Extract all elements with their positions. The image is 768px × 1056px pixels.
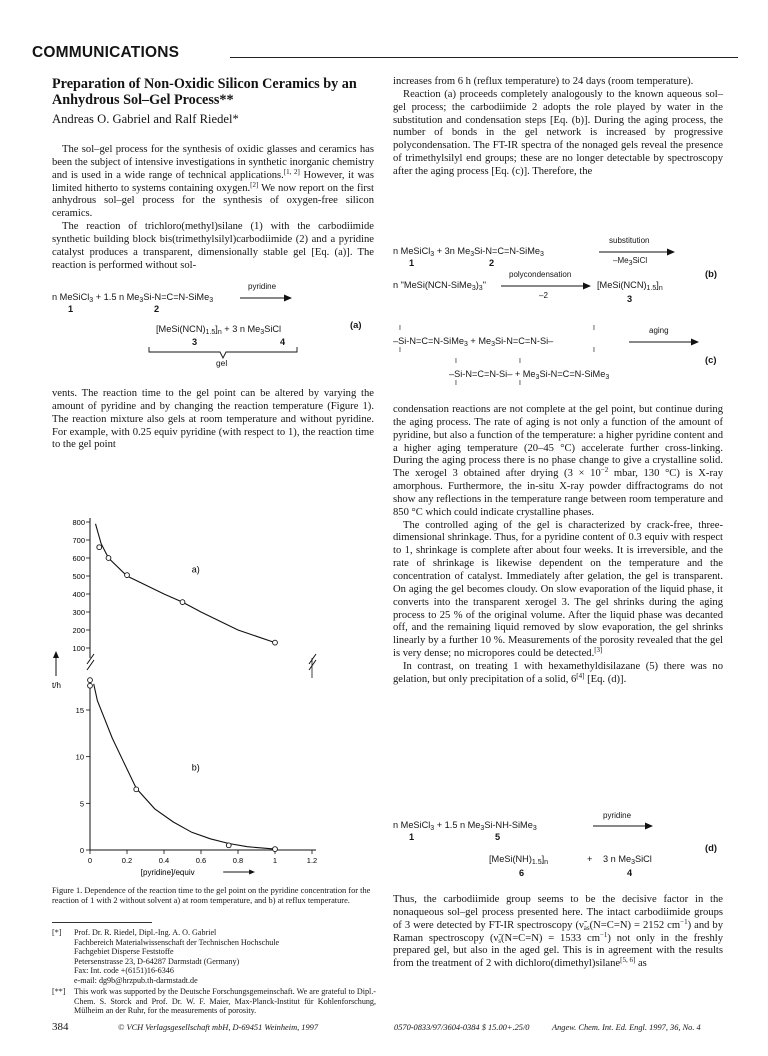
footnote-mark: [*]: [52, 928, 62, 937]
paragraph: The sol–gel process for the synthesis of oxidic glasses and ceramics has been the subject of intensive investigations in synthetic inorganic chemistry and is used in a wide range of technical applications.[1, 2] However, it was limited hitherto to systems containing oxygen.[2] We now report on the first anhydrous sol–gel process for the synthesis of oxygen-free silicon ceramics.: [52, 144, 374, 220]
article-authors: Andreas O. Gabriel and Ralf Riedel*: [52, 112, 239, 126]
paragraph: Thus, the carbodiimide group seems to be the decisive factor in the nonaqueous sol–gel process presented here. The intact carbodiimide groups of 3 were detected by FT-IR spectroscopy ($\nũ_{as}(N=C=N) = 2152$ $cm^{-1}$) and by Raman spectroscopy ($\nũ_s(N=C=N) = 1533$ $cm^{-1}$) not only in the freshly prepared gel, but also in the aged gel. This is in agreement with the results from the treatment of 2 with dichloro(dimethyl)silane[5, 6] as: [393, 894, 724, 970]
bond-mark: I: [519, 358, 521, 365]
footnote-rule: [52, 922, 152, 923]
gel-label: gel: [216, 358, 228, 368]
panel-label: a): [191, 564, 200, 575]
equation-d: [393, 811, 725, 880]
reaction-arrow: [240, 293, 292, 303]
footnote-funding: [52, 987, 376, 1016]
eq-c-line2: $-Si-N=C=N-Si- + Me_3Si-N=C=N-SiMe_3$: [449, 369, 610, 381]
x-axis-label: [pyridine]/equiv: [140, 868, 195, 877]
data-point: [273, 847, 278, 852]
y-tick-label: 700: [72, 536, 85, 545]
axis-break-mark: [309, 654, 316, 664]
x-label-arrowhead: [249, 870, 255, 875]
section-title: COMMUNICATIONS: [32, 44, 180, 61]
series-curve-b: [94, 684, 275, 849]
compound-number: 2: [154, 304, 160, 314]
paragraph: In contrast, on treating 1 with hexamethyldisilazane (5) there was no gelation, but only precipitation of a solid, 6[4] [Eq. (d)].: [393, 660, 723, 685]
data-point: [88, 683, 93, 688]
data-point: [273, 640, 278, 645]
compound-number: 6: [519, 868, 525, 878]
eq-d-plus: +: [587, 854, 593, 864]
x-tick-label: 0.2: [121, 856, 133, 865]
right-col-block-2: [393, 404, 723, 687]
y-tick-label: 800: [72, 518, 85, 527]
eq-c-arrow-label: aging: [649, 326, 669, 335]
compound-number: 4: [627, 868, 633, 878]
footnote-line: Fax: Int. code +(6151)16-6346: [74, 966, 174, 976]
y-tick-label: 5: [79, 799, 84, 809]
eq-b-line1: n MeSiCl$_3$ + 3n $Me_3Si-N=C=N-SiMe_3$: [393, 246, 544, 258]
paragraph: increases from 6 h (reflux temperature) to 24 days (room temperature).: [393, 76, 694, 87]
axis-break-mark: [87, 660, 94, 670]
eq-b-label2-top: polycondensation: [509, 270, 572, 279]
equation-tag: (d): [705, 842, 717, 853]
paragraph: Reaction (a) proceeds completely analogously to the known aqueous sol–gel process; the carbodiimide 2 adopts the role played by water in the substitution and condensation steps [Eq. (b)]. During the aging process, the number of bonds in the gel network is increased by progressive polycondensation. The FT-IR spectra of the nonaged gels reveal the presence of trimethylsilyl end groups; these are no longer detectable by spectroscopy after the aging process [Eq. (c)]. Therefore, the: [393, 88, 723, 177]
compound-number: 3: [192, 337, 198, 347]
left-col-block-1: [52, 144, 374, 272]
bond-mark: I: [399, 325, 401, 332]
equation-b: [393, 236, 725, 316]
reaction-arrow: [593, 821, 653, 831]
equation-c: [393, 325, 725, 390]
x-tick-label: 0.8: [232, 856, 244, 865]
eq-d-left: n MeSiCl$_3$ + 1.5 n $Me_3Si-NH-SiMe_3$: [393, 820, 537, 832]
x-tick-label: 0.6: [195, 856, 207, 865]
data-point: [226, 843, 231, 848]
axis-break-mark: [309, 660, 316, 670]
y-tick-label: 600: [72, 554, 85, 563]
section-header: [32, 44, 738, 62]
series-curve-a: [96, 524, 276, 643]
left-col-block-2: [52, 388, 374, 452]
y-tick-label: 0: [79, 846, 84, 855]
figure-caption: Figure 1. Dependence of the reaction time to the gel point on the pyridine concentration for the reaction of 1 with 2 without solvent a) at room temperature, and b) at reflux temperature.: [52, 886, 371, 905]
eq-d-product1: $[MeSi(NH)_{1.5}]_n$: [489, 854, 549, 866]
y-tick-label: 100: [72, 644, 85, 653]
footnote-line: Fachgebiet Disperse Feststoffe: [74, 947, 174, 957]
footnote-mark: [**]: [52, 987, 66, 996]
footer-copyright: © VCH Verlagsgesellschaft mbH, D-69451 Weinheim, 1997: [118, 1023, 319, 1032]
equation-tag: (c): [705, 354, 717, 365]
data-point: [88, 678, 93, 683]
compound-number: 1: [409, 832, 415, 842]
eq-b-label-top: substitution: [609, 236, 650, 245]
bond-mark: I: [593, 347, 595, 354]
eq-a-arrow-label: pyridine: [248, 282, 277, 291]
footnote-line: Petersenstrasse 23, D-64287 Darmstadt (Germany): [74, 956, 240, 966]
data-point: [134, 787, 139, 792]
eq-b-label2-bottom: –2: [539, 291, 548, 300]
panel-label: b): [191, 762, 200, 773]
x-tick-label: 1: [272, 856, 278, 865]
eq-b-line2-left: n "$MeSi(NCN-SiMe_3)_3$": [393, 280, 486, 292]
footnote-line: Prof. Dr. R. Riedel, Dipl.-Ing. A. O. Gabriel: [74, 928, 217, 937]
y-tick-label: 500: [72, 572, 85, 581]
reaction-arrow: [501, 281, 591, 291]
equation-a: [52, 282, 374, 370]
eq-d-arrow-label: pyridine: [603, 811, 632, 820]
bond-mark: I: [455, 380, 457, 387]
compound-number: 4: [280, 337, 286, 347]
compound-number: 1: [68, 304, 74, 314]
equation-tag: (b): [705, 268, 717, 279]
data-point: [106, 556, 111, 561]
eq-c-line1: –Si-N=C=N-SiMe$_3$ + $Me_3Si-N=C=N-Si-$: [393, 336, 554, 348]
compound-number: 3: [627, 294, 633, 304]
bond-mark: I: [399, 347, 401, 354]
data-point: [97, 545, 102, 550]
y-axis-label: t/h: [52, 681, 61, 690]
reaction-arrow: [629, 337, 699, 347]
compound-number: 1: [409, 258, 415, 268]
bond-mark: I: [593, 325, 595, 332]
x-tick-label: 1.2: [306, 856, 318, 865]
eq-b-line2-right: $[MeSi(NCN)_{1.5}]_n$: [597, 280, 663, 292]
eq-a-left: n MeSiCl$_3$ + 1.5 n $Me_3Si-N=C=N-SiMe_3$: [52, 292, 214, 304]
eq-d-product2: 3 n $Me_3SiCl$: [603, 854, 652, 866]
y-tick-label: 200: [72, 626, 85, 635]
paragraph: condensation reactions are not complete at the gel point, but continue during the aging process. The rate of aging is not only a function of the amount of pyridine, but also a function of the temperature: a higher pyridine content and a higher aging temperature (20–45 °C) accelerate further cross-linking. During the aging process there is no phase change to give a crystalline solid. The xerogel 3 obtained after drying ($3 \times 10^{-2}$ mbar, 130 °C) is X-ray amorphous. Furthermore, the in-situ X-ray powder diffractograms do not show any reflections in the temperature range between room temperature and 850 °C which could indicate crystalline phases.: [393, 404, 723, 518]
x-tick-label: 0: [87, 856, 93, 865]
footnote-line: e-mail: dg9b@hrzpub.th-darmstadt.de: [74, 975, 198, 985]
footer-journal: Angew. Chem. Int. Ed. Engl. 1997, 36, No. 4: [552, 1023, 701, 1032]
footnote-text: This work was supported by the Deutsche Forschungsgemeinschaft. We are grateful to Dipl.-Chem. S. Storck and Prof. Dr. W. F. Maier, Max-Planck-Institut für Kohlenforschung, Mülheim an der Ruhr, for the measurements of porosity.: [74, 987, 376, 1016]
compound-number: 5: [495, 832, 501, 842]
bond-mark: I: [519, 380, 521, 387]
paragraph: The controlled aging of the gel is characterized by crack-free, three-dimensional shrinkage. Thus, for a pyridine content of 0.3 equiv with respect to 1, shrinkage is complete after about four weeks. It is irreversible, and the rate of shrinkage is likewise dependent on the temperature and the concentration of catalyst. Immediately after gelation, the gel is transparent. On aging the gel becomes cloudy. On slow evaporation of the liquid phase, it converts into the transparent xerogel 3. The gel shrinks during the aging process to 25 % of the original volume. After the liquid phase was decanted off, and the remaining liquid removed by slow evaporation, the gel shrinks linearly by a further 10 %. Measurements of the porosity revealed that the gel is very dense; no micropores could be detected.[3]: [393, 519, 723, 660]
figure-1-chart: [52, 508, 382, 880]
header-rule: [230, 57, 738, 58]
footnote-line: Fachbereich Materialwissenschaft der Technischen Hochschule: [74, 937, 280, 947]
y-tick-label: 300: [72, 608, 85, 617]
right-col-block-3: [393, 894, 723, 971]
y-tick-label: 10: [75, 752, 84, 762]
eq-a-products: $[MeSi(NCN)_{1.5}]_n + 3$ n $Me_3SiCl$: [156, 324, 282, 336]
article-title: Preparation of Non-Oxidic Silicon Ceramics by an Anhydrous Sol–Gel Process**: [52, 76, 357, 108]
right-col-block-1: [393, 76, 723, 179]
data-point: [180, 600, 185, 605]
equation-tag: (a): [350, 319, 362, 330]
y-tick-label: 400: [72, 590, 85, 599]
eq-b-label-bottom: $-Me_3SiCl$: [613, 256, 648, 267]
y-label-arrowhead: [53, 651, 59, 658]
y-tick-label: 15: [75, 706, 84, 715]
data-point: [125, 573, 130, 578]
compound-number: 2: [489, 258, 495, 268]
footer-code: 0570-0833/97/3604-0384 $ 15.00+.25/0: [394, 1023, 530, 1032]
page-number: 384: [52, 1021, 69, 1033]
footnote-author: [52, 928, 376, 986]
paragraph: The reaction of trichloro(methyl)silane (1) with the carbodiimide synthetic building block bis(trimethylsilyl)carbodiimide (2) and a pyridine catalyst produces a transparent, dimensionally stable gel [Eq. (a)]. The reaction is performed without sol-: [52, 221, 374, 271]
x-tick-label: 0.4: [158, 856, 170, 865]
paragraph: vents. The reaction time to the gel point can be altered by varying the amount of pyridine and by changing the reaction temperature (Figure 1). The reaction mixture also gels at room temperature and without pyridine. For example, with 0.25 equiv pyridine (with respect to 1), the reaction time to the gel point: [52, 388, 374, 451]
bond-mark: I: [455, 358, 457, 365]
